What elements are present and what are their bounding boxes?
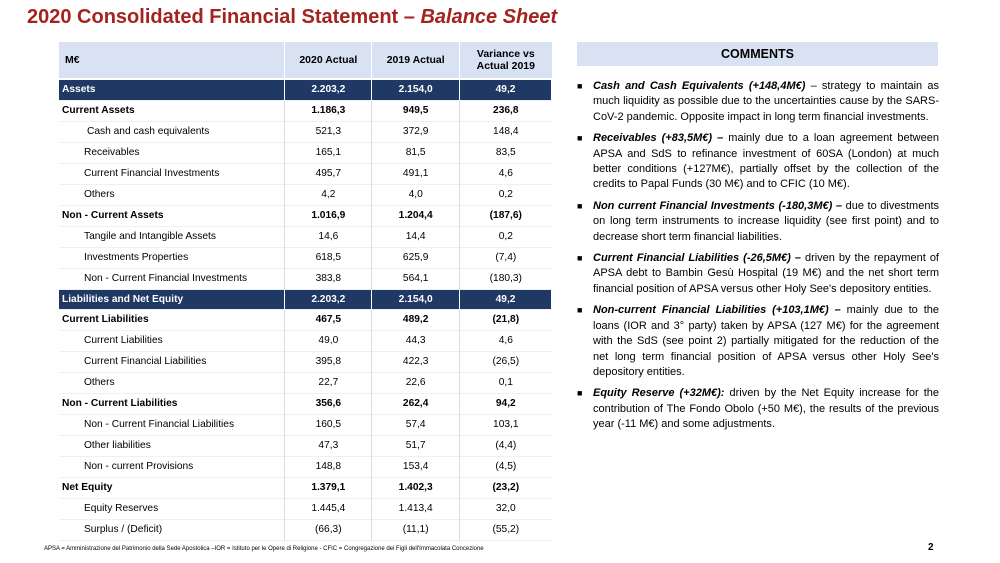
row-label: Non - Current Financial Investments [59,268,285,289]
column-header-2019: 2019 Actual [372,42,460,78]
row-label: Net Equity [59,477,285,498]
table-row [59,142,552,163]
comment-lead: Non-current Financial Liabilities (+103,1M€) – [593,304,841,317]
value-2019: 625,9 [372,247,460,268]
value-2020: 1.016,9 [285,205,372,226]
value-2019: 22,6 [372,372,460,393]
bullet-icon: ■ [577,305,583,316]
value-2019: 1.204,4 [372,205,460,226]
value-variance: 236,8 [493,105,519,116]
value-2019: 2.154,0 [372,289,460,309]
comment-text: – strategy to maintain as much liquidity as possible due to the uncertainties cause by the SARS-CoV-2 pandemic. Opposite impact in long term financial investments. [593,80,939,123]
value-2020: 148,8 [285,456,372,477]
value-2019: 564,1 [372,268,460,289]
bullet-icon: ■ [577,388,583,399]
bullet-icon: ■ [577,133,583,144]
value-variance: (4,5) [495,461,517,472]
value-2020: 467,5 [285,309,372,330]
value-variance: 83,5 [495,147,516,158]
value-variance: (21,8) [492,314,520,325]
value-variance: 49,2 [460,289,552,309]
page-number: 2 [928,542,934,553]
value-2019: (11,1) [372,519,460,540]
comment-lead: Non current Financial Investments (-180,3M€) – [593,199,843,212]
comment-lead: Receivables (+83,5M€) – [593,132,724,145]
value-2020: 495,7 [285,163,372,184]
value-variance: (187,6) [489,210,522,221]
value-variance: 103,1 [493,419,519,430]
comment-item [575,386,939,432]
value-2020: 165,1 [285,142,372,163]
row-label: Investments Properties [59,247,285,268]
row-label: Non - Current Financial Liabilities [59,414,285,435]
comments-heading: COMMENTS [577,42,938,66]
value-2019: 949,5 [372,100,460,121]
value-2019: 4,0 [372,184,460,205]
table-row [59,226,552,247]
value-2020: 618,5 [285,247,372,268]
value-2020: 160,5 [285,414,372,435]
table-row [59,393,552,414]
value-variance: 49,2 [460,80,552,100]
comment-text: driven by the repayment of APSA debt to Bambin Gesù Hospital (19 M€) and the net short term financial position of APSA versus other Holy See's depository entities. [593,252,939,295]
value-2019: 372,9 [372,121,460,142]
value-2019: 422,3 [372,351,460,372]
table-row [59,184,552,205]
value-variance: 4,6 [498,168,513,179]
row-label: Current Assets [59,100,285,121]
column-header-variance: Variance vs Actual 2019 [460,42,552,78]
table-row [59,435,552,456]
table-row [59,372,552,393]
comment-item [575,303,939,380]
row-label: Receivables [59,142,285,163]
table-row [59,80,552,100]
table-row [59,268,552,289]
row-label: Non - Current Liabilities [59,393,285,414]
value-2019: 1.402,3 [372,477,460,498]
row-label: Current Liabilities [59,330,285,351]
comment-item [575,199,939,245]
value-variance: 0,2 [498,231,513,242]
value-2019: 491,1 [372,163,460,184]
value-variance: 4,6 [498,335,513,346]
value-2019: 44,3 [372,330,460,351]
value-variance: 32,0 [495,503,516,514]
value-2019: 57,4 [372,414,460,435]
table-row [59,456,552,477]
table-row [59,330,552,351]
value-2020: 1.186,3 [285,100,372,121]
value-2020: 47,3 [285,435,372,456]
table-row [59,309,552,330]
comment-lead: Cash and Cash Equivalents (+148,4M€) [593,80,806,92]
row-label: Tangile and Intangible Assets [59,226,285,247]
value-2020: 22,7 [285,372,372,393]
row-label: Current Liabilities [59,309,285,330]
value-2019: 51,7 [372,435,460,456]
value-2019: 14,4 [372,226,460,247]
bullet-icon: ■ [577,81,583,91]
row-label: Non - Current Assets [59,205,285,226]
row-label: Equity Reserves [59,498,285,519]
table-row [59,414,552,435]
value-2019: 489,2 [372,309,460,330]
column-header-unit: M€ [59,42,285,78]
row-label: Non - current Provisions [59,456,285,477]
table-row [59,351,552,372]
table-row [59,477,552,498]
row-label: Cash and cash equivalents [59,121,285,142]
value-2020: 356,6 [285,393,372,414]
value-variance: 0,2 [498,189,513,200]
comment-lead: Equity Reserve (+32M€): [593,387,725,400]
page-title: 2020 Consolidated Financial Statement – Balance Sheet [27,6,558,28]
row-label: Liabilities and Net Equity [59,289,285,309]
comment-item [575,131,939,193]
table-row [59,289,552,309]
value-2019: 1.413,4 [372,498,460,519]
value-2020: 2.203,2 [285,80,372,100]
comment-text: mainly due to the loans (IOR and 3° party) taken by APSA (127 M€) for the agreement with the SdS (see point 2) partially mitigated for the reduction of the net long term financial position of APSA versus other Holy See's depository entities. [593,304,939,378]
value-2019: 81,5 [372,142,460,163]
table-row [59,205,552,226]
row-label: Others [59,184,285,205]
value-2019: 262,4 [372,393,460,414]
value-2020: 1.379,1 [285,477,372,498]
value-variance: 0,1 [498,377,513,388]
value-variance: (4,4) [495,440,517,451]
comment-text: driven by the Net Equity increase for the contribution of The Fondo Obolo (+50 M€), the results of the previous year (-11 M€) and some adjustments. [593,387,940,431]
value-variance: (55,2) [492,524,520,535]
table-row [59,498,552,519]
value-2020: 383,8 [285,268,372,289]
row-label: Current Financial Investments [59,163,285,184]
value-variance: 148,4 [493,126,519,137]
value-2020: 49,0 [285,330,372,351]
column-header-2020: 2020 Actual [285,42,372,78]
bullet-icon: ■ [577,200,583,211]
table-row [59,163,552,184]
comment-item [575,251,939,297]
value-variance: (180,3) [489,273,522,284]
table-row [59,519,552,540]
table-row [59,247,552,268]
value-2020: 4,2 [285,184,372,205]
value-2020: 1.445,4 [285,498,372,519]
value-variance: 94,2 [495,398,516,409]
value-variance: (7,4) [495,252,517,263]
value-2020: 395,8 [285,351,372,372]
comment-text: mainly due to a loan agreement between APSA and SdS to refinance investment of 60SA (London) at much better conditions (+127M€), partially offset by the collection of the credits to Papal Funds (30 M€) and to CFIC (10 M€). [593,132,939,191]
bullet-icon: ■ [577,253,583,264]
value-2019: 153,4 [372,456,460,477]
row-label: Other liabilities [59,435,285,456]
balance-sheet-table [59,42,552,541]
table-row [59,121,552,142]
table-row [59,100,552,121]
comments-list [575,79,939,439]
value-2019: 2.154,0 [372,80,460,100]
row-label: Assets [59,80,285,100]
value-2020: 2.203,2 [285,289,372,309]
value-2020: (66,3) [285,519,372,540]
value-2020: 14,6 [285,226,372,247]
value-variance: (23,2) [492,482,520,493]
value-2020: 521,3 [285,121,372,142]
comment-text: due to divestments on long term instruments to increase liquidity (see first point) and to decrease short term financial liabilities. [593,199,939,243]
row-label: Others [59,372,285,393]
footnote: APSA = Amministrazione del Patrimonio della Sede Apostolica –IOR = Istituto per le Opere di Religione - CFIC = Congregazione dei Figli dell'Immacolata Concezione [44,546,484,552]
comment-item [575,79,939,125]
value-variance: (26,5) [492,356,520,367]
row-label: Current Financial Liabilities [59,351,285,372]
row-label: Surplus / (Deficit) [59,519,285,540]
comment-lead: Current Financial Liabilities (-26,5M€) – [593,252,801,265]
